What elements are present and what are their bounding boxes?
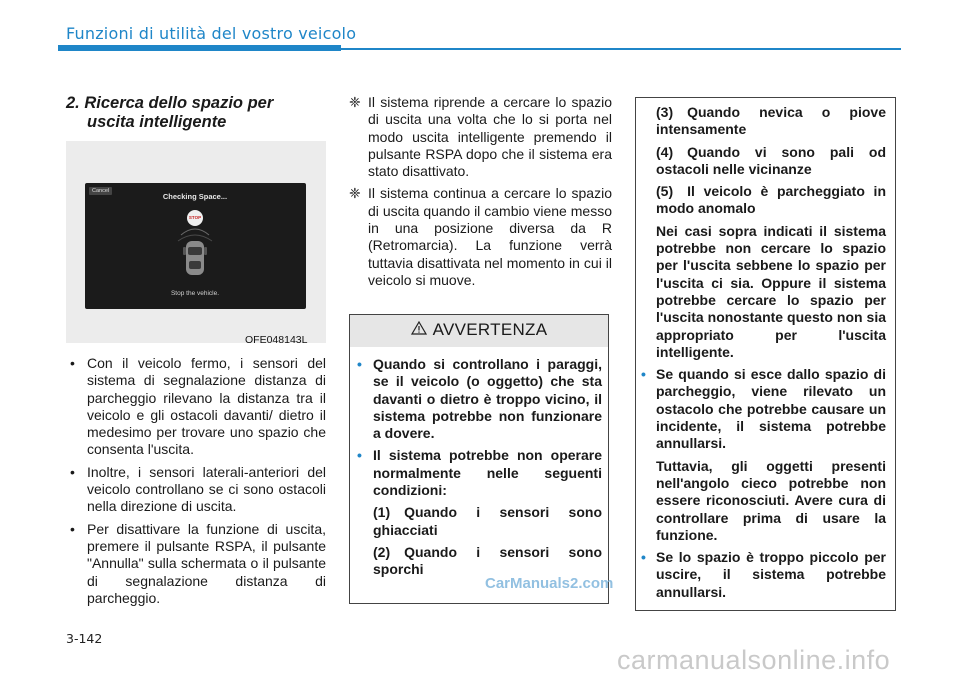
list-item <box>66 521 326 607</box>
list-item-text: Con il veicolo fermo, i sensori del sistema di segnalazione distanza di parcheggio rilevano la distanza tra il veicolo e gli ostacoli davanti/ dietro il medesimo per trovare uno spazio che consenta l'uscita. <box>87 355 326 458</box>
condition-item: (4) Quando vi sono pali od ostacoli nelle vicinanze <box>656 143 886 177</box>
bullet-mark: • <box>357 356 362 372</box>
warning-triangle-icon <box>411 321 427 335</box>
car-top-view-icon <box>177 227 213 281</box>
screen-title: Checking Space... <box>162 192 228 201</box>
warning-item <box>641 549 886 601</box>
page-number: 3-142 <box>66 631 103 646</box>
note-item <box>349 94 612 180</box>
warning-item <box>357 356 602 442</box>
note-text: Il sistema continua a cercare lo spazio di uscita quando il cambio viene messo in una posizione diversa da R (Retromarcia). La funzione verrà tuttavia disattivata nel momento in cui il veicolo si muove. <box>368 185 612 288</box>
warning-header <box>350 315 608 347</box>
section-heading <box>66 94 326 132</box>
bullet-mark: • <box>70 463 75 480</box>
bullet-mark: • <box>641 366 646 383</box>
list-item <box>66 355 326 459</box>
warning-item-text: Il sistema potrebbe non operare normalmente nelle seguenti condizioni: <box>373 447 602 499</box>
bullet-mark: • <box>70 520 75 537</box>
condition-item: (2) Quando i sensori sono sporchi <box>373 543 602 578</box>
figure-code: OFE048143L <box>245 334 308 346</box>
bullet-mark: • <box>641 549 646 566</box>
bullet-mark: • <box>70 355 75 371</box>
list-item-text: Per disattivare la funzione di uscita, premere il pulsante RSPA, il pulsante "Annulla" sulla schermata o il pulsante di segnalazione distanza di parcheggio. <box>87 520 326 606</box>
header-rule-thick <box>58 45 341 51</box>
warning-paragraph: Nei casi sopra indicati il sistema potrebbe non cercare lo spazio per l'uscita sebbene lo spazio per l'uscita ci sia. Oppure il sistema potrebbe cercare lo spazio per l'uscita nonostante questo non sia appropriato per l'uscita intelligente. <box>656 222 886 360</box>
stop-icon: STOP <box>187 210 203 226</box>
condition-item: (3) Quando nevica o piove intensamente <box>656 104 886 138</box>
warning-item <box>641 366 886 452</box>
running-header: Funzioni di utilità del vostro veicolo <box>66 24 357 43</box>
warning-item-text: Quando si controllano i paraggi, se il veicolo (o oggetto) che sta davanti o dietro è troppo vicino, il sistema potrebbe non funzionare a dovere. <box>373 356 602 442</box>
warning-item-text: Se quando si esce dallo spazio di parcheggio, viene rilevato un ostacolo che potrebbe causare un incidente, il sistema potrebbe annullarsi. <box>656 366 886 452</box>
section-heading-line2: uscita intelligente <box>87 113 227 131</box>
left-bullet-list <box>66 355 326 612</box>
site-watermark: carmanualsonline.info <box>617 645 891 675</box>
section-heading-line1: 2. Ricerca dello spazio per <box>66 94 274 112</box>
note-symbol-icon: ❈ <box>349 185 361 202</box>
watermark: CarManuals2.com <box>485 575 614 592</box>
warning-continuation-body <box>641 104 886 606</box>
list-item-text: Inoltre, i sensori laterali-anteriori del veicolo controllano se ci sono ostacoli nella direzione di uscita. <box>87 463 326 515</box>
note-text: Il sistema riprende a cercare lo spazio di uscita una volta che lo si porta nel modo uscita intelligente premendo il pulsante RSPA dopo che il sistema era stato disattivato. <box>368 94 612 180</box>
warning-item <box>357 447 602 499</box>
note-symbol-icon: ❈ <box>349 94 361 110</box>
screen-cancel-button: Cancel <box>89 187 112 195</box>
note-list <box>349 94 612 294</box>
warning-item-continuation: Tuttavia, gli oggetti presenti nell'angolo cieco potrebbe non essere riconosciuti. Avere cura di controllare prima di usare la funzione. <box>656 457 886 543</box>
header-rule-thin <box>341 48 901 50</box>
condition-item: (5) Il veicolo è parcheggiato in modo anomalo <box>656 183 886 217</box>
list-item <box>66 464 326 516</box>
warning-item-text: Se lo spazio è troppo piccolo per uscire, il sistema potrebbe annullarsi. <box>656 549 886 600</box>
bullet-mark: • <box>357 447 362 464</box>
screen-bottom-text: Stop the vehicle. <box>170 290 220 297</box>
condition-item: (1) Quando i sensori sono ghiacciati <box>373 504 602 538</box>
warning-body <box>357 356 602 584</box>
note-item <box>349 185 612 289</box>
warning-title: AVVERTENZA <box>432 320 548 339</box>
